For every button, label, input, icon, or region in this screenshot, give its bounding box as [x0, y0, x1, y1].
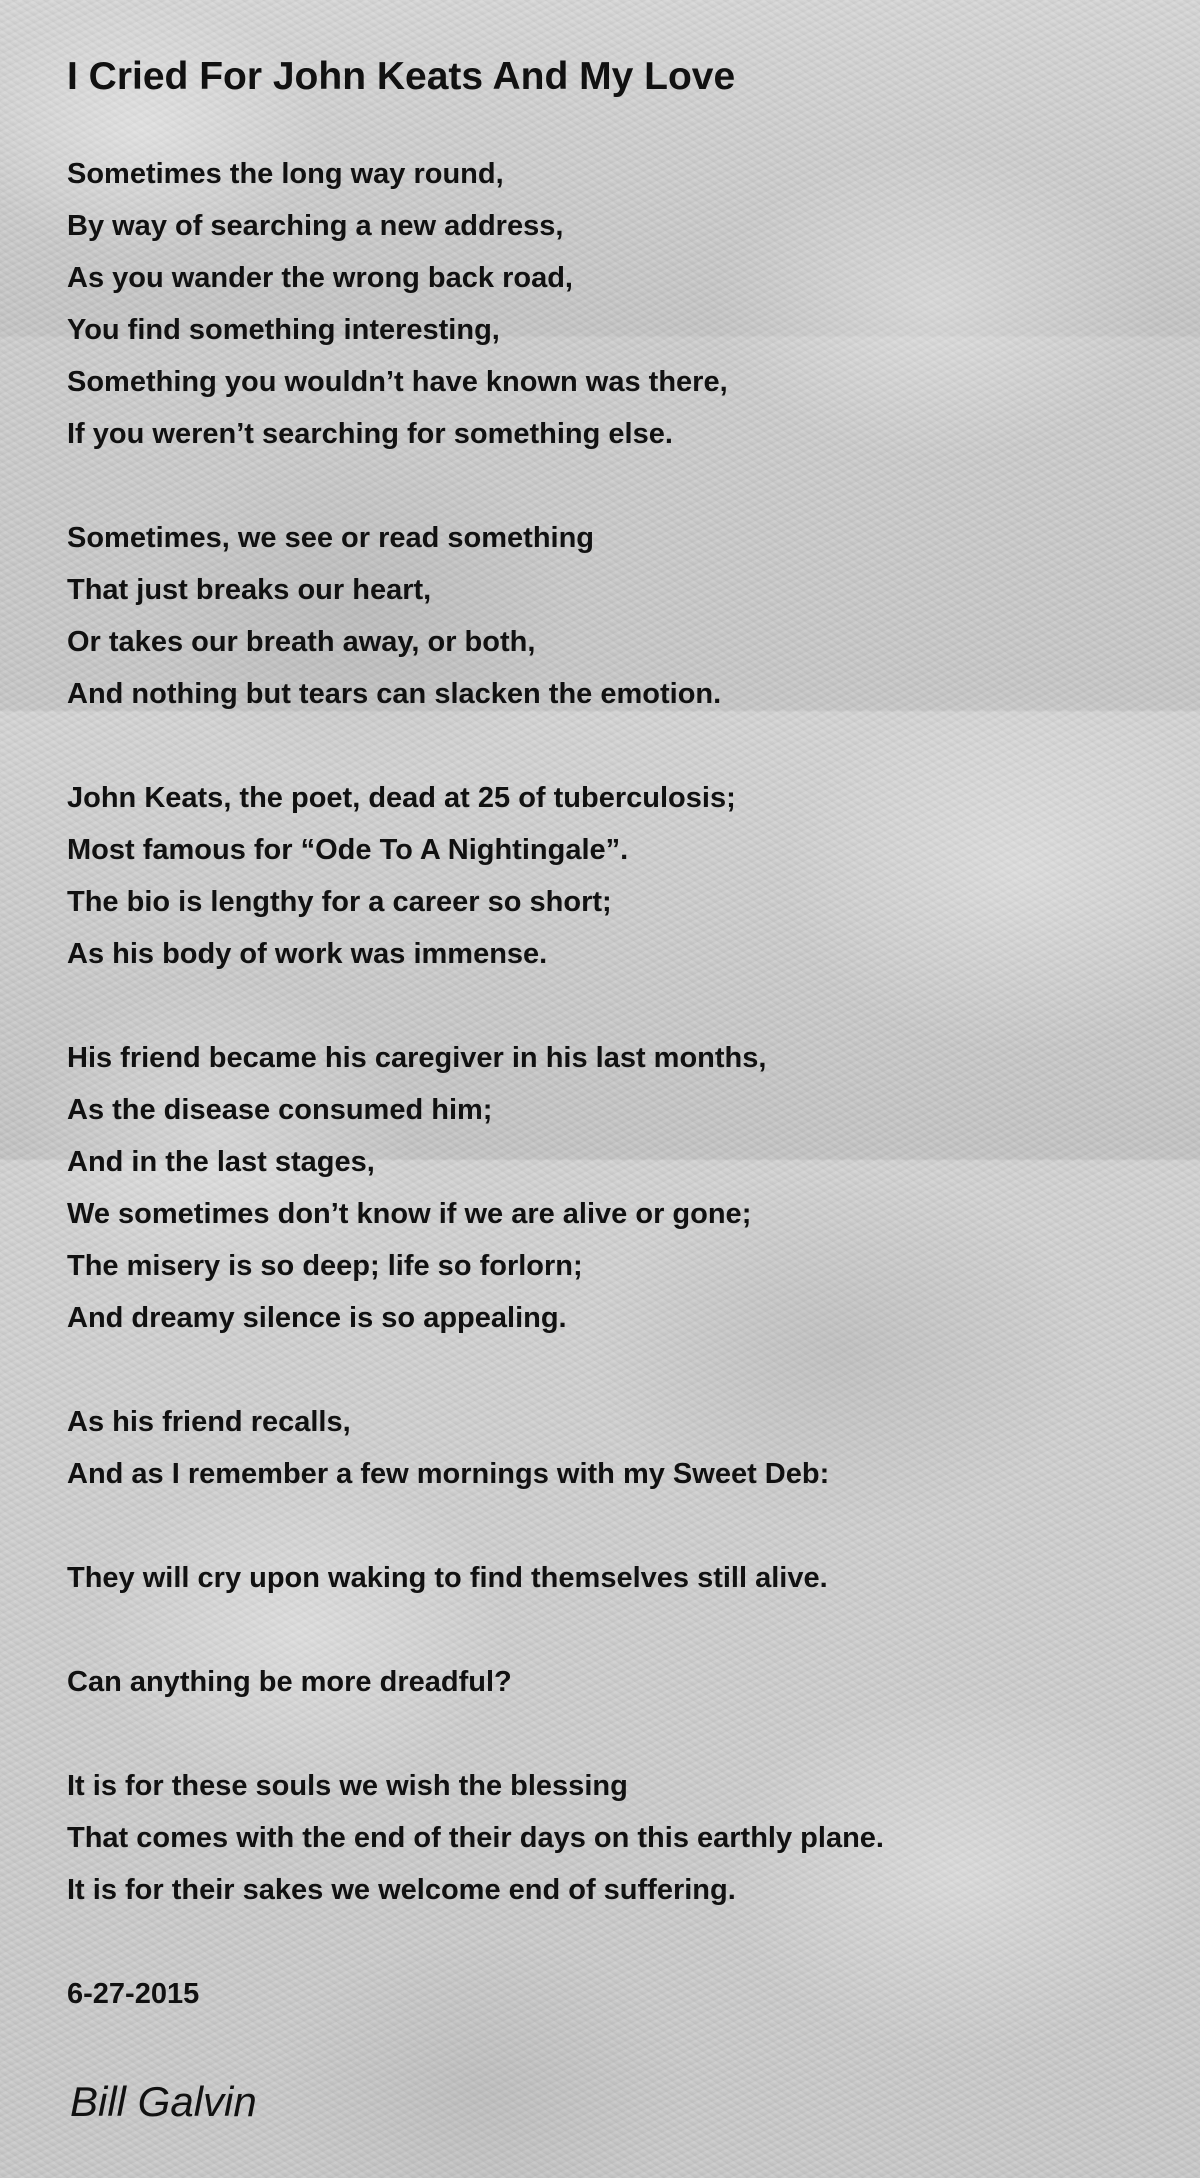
- poem-page: [67, 50, 1147, 2020]
- poem-line: As his friend recalls,: [67, 1406, 351, 1438]
- poem-line: Can anything be more dreadful?: [67, 1666, 512, 1698]
- poem-line: Sometimes, we see or read something: [67, 522, 595, 554]
- stanza: [67, 148, 1147, 460]
- poem-line: As his body of work was immense.: [67, 938, 548, 970]
- poem-title: I Cried For John Keats And My Love: [67, 55, 736, 98]
- poem-line: Most famous for “Ode To A Nightingale”.: [67, 834, 629, 866]
- poem-author: Bill Galvin: [70, 2078, 257, 2125]
- stanza: [67, 1396, 1147, 1500]
- poem-line: That comes with the end of their days on this earthly plane.: [67, 1822, 884, 1854]
- poem-line: And in the last stages,: [67, 1146, 375, 1178]
- poem-line: If you weren’t searching for something else.: [67, 418, 673, 450]
- poem-line: It is for these souls we wish the blessing: [67, 1770, 628, 1802]
- stanza-break: [67, 720, 1147, 772]
- poem-body: [67, 148, 1147, 2020]
- poem-line: John Keats, the poet, dead at 25 of tuberculosis;: [67, 782, 736, 814]
- stanza-break: [67, 1604, 1147, 1656]
- poem-line: Sometimes the long way round,: [67, 158, 504, 190]
- poem-line: As the disease consumed him;: [67, 1094, 493, 1126]
- poem-line: And dreamy silence is so appealing.: [67, 1302, 567, 1334]
- stanza: [67, 1552, 1147, 1604]
- poem-line: The misery is so deep; life so forlorn;: [67, 1250, 583, 1282]
- poem-date-block: [67, 1968, 1147, 2020]
- stanza: [67, 1760, 1147, 1916]
- poem-date: 6-27-2015: [67, 1978, 200, 2010]
- poem-line: The bio is lengthy for a career so short;: [67, 886, 612, 918]
- poem-line: As you wander the wrong back road,: [67, 262, 573, 294]
- stanza: [67, 1032, 1147, 1344]
- stanza-break: [67, 1708, 1147, 1760]
- stanza: [67, 1656, 1147, 1708]
- poem-line: And as I remember a few mornings with my Sweet Deb:: [67, 1458, 830, 1490]
- poem-line: And nothing but tears can slacken the emotion.: [67, 678, 722, 710]
- poem-line: They will cry upon waking to find themselves still alive.: [67, 1562, 828, 1594]
- stanza-break: [67, 460, 1147, 512]
- poem-line: That just breaks our heart,: [67, 574, 432, 606]
- stanza-break: [67, 1500, 1147, 1552]
- poem-line: Or takes our breath away, or both,: [67, 626, 536, 658]
- poem-line: It is for their sakes we welcome end of suffering.: [67, 1874, 736, 1906]
- poem-line: We sometimes don’t know if we are alive or gone;: [67, 1198, 752, 1230]
- poem-line: You find something interesting,: [67, 314, 500, 346]
- stanza: [67, 772, 1147, 980]
- poem-line: By way of searching a new address,: [67, 210, 564, 242]
- stanza-break: [67, 980, 1147, 1032]
- poem-line: Something you wouldn’t have known was there,: [67, 366, 728, 398]
- stanza-break: [67, 1344, 1147, 1396]
- poem-line: His friend became his caregiver in his last months,: [67, 1042, 767, 1074]
- stanza: [67, 512, 1147, 720]
- stanza-break: [67, 1916, 1147, 1968]
